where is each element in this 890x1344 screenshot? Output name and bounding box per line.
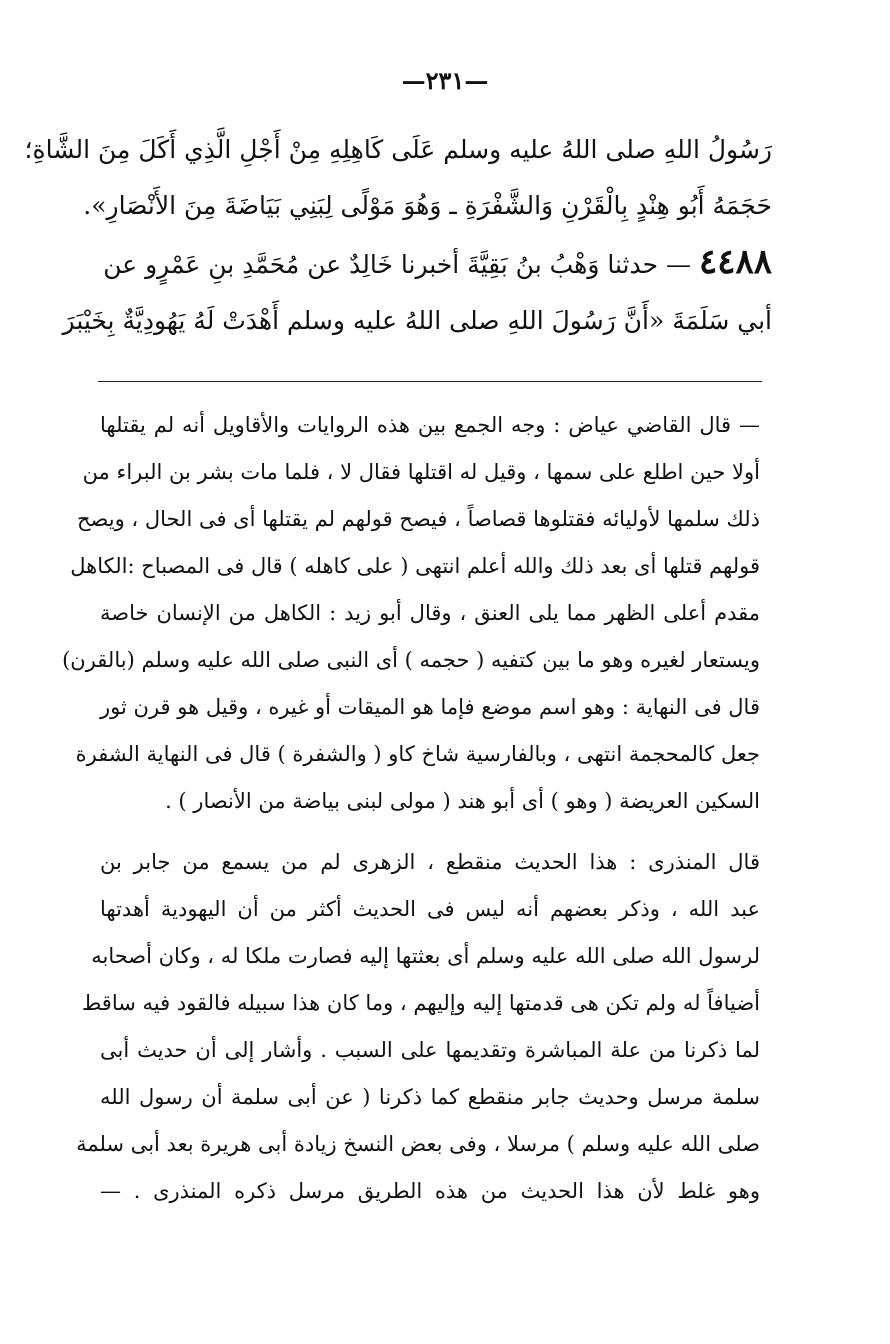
commentary-line: لرسول الله صلى الله عليه وسلم أى بعثتها إليه فصارت ملكا له ، وكان أصحابه: [91, 944, 760, 968]
hadith-dash: —: [658, 250, 699, 279]
commentary-line: مقدم أعلى الظهر مما يلى العنق ، وقال أبو زيد : الكاهل من الإنسان خاصة: [100, 601, 760, 625]
hadith-line: رَسُولُ اللهِ صلى اللهُ عليه وسلم عَلَى كَاهِلِهِ مِنْ أَجْلِ الَّذِي أَكَلَ مِنَ الشَّاةِ؛: [24, 135, 772, 164]
footnote-divider: [98, 381, 762, 382]
hadith-line: [100, 234, 772, 293]
commentary-line: سلمة مرسل وحديث جابر منقطع كما ذكرنا ( عن أبى سلمة أن رسول الله: [100, 1085, 760, 1109]
commentary: [62, 402, 760, 1215]
commentary-line: السكين العريضة ( وهو ) أى أبو هند ( مولى لبنى بياضة من الأنصار ) .: [165, 789, 760, 813]
commentary-line: ويستعار لغيره وهو ما بين كتفيه ( حجمه ) أى النبى صلى الله عليه وسلم (بالقرن): [62, 648, 760, 672]
commentary-line: أولا حين اطلع على سمها ، وقيل له اقتلها فقال لا ، فلما مات بشر بن البراء من: [82, 460, 760, 484]
commentary-line: عبد الله ، وذكر بعضهم أنه ليس فى الحديث أكثر من أن اليهودية أهدتها: [100, 897, 760, 921]
page-number: —٢٣١—: [401, 66, 489, 95]
commentary-line: صلى الله عليه وسلم ) مرسلا ، وفى بعض النسخ زيادة أبى هريرة بعد أبى سلمة: [76, 1132, 760, 1156]
hadith-line: أبي سَلَمَةَ «أَنَّ رَسُولَ اللهِ صلى اللهُ عليه وسلم أَهْدَتْ لَهُ يَهُودِيَّةٌ بِخَيْبَرَ: [62, 306, 772, 335]
commentary-line: لما ذكرنا من علة المباشرة وتقديمها على السبب . وأشار إلى أن حديث أبى: [100, 1038, 760, 1062]
commentary-line: قال فى النهاية : وهو اسم موضع فإما هو الميقات أو غيره ، وقيل هو قرن ثور: [100, 695, 760, 719]
hadith-number: ٤٤٨٨: [698, 242, 772, 282]
hadith-line: حَجَمَهُ أَبُو هِنْدٍ بِالْقَرْنِ وَالشَّفْرَةِ ـ وَهُوَ مَوْلًى لِبَنِي بَيَاضَةَ مِنَ الأَنْصَارِ».: [83, 191, 772, 220]
commentary-line: قولهم قتلها أى بعد ذلك والله أعلم انتهى ( على كاهله ) قال فى المصباح :الكاهل: [70, 554, 760, 578]
paragraph-gap: [100, 825, 760, 839]
commentary-line: ذلك سلمها لأوليائه فقتلوها قصاصاً ، فيصح قولهم لم يقتلها أى فى الحال ، ويصح: [76, 507, 760, 531]
commentary-line: أضيافاً له ولم تكن هى قدمتها إليه وإليهم ، وما كان هذا سبيله فالقود فيه ساقط: [81, 991, 760, 1015]
commentary-line: جعل كالمحجمة انتهى ، وبالفارسية شاخ كاو ( والشفرة ) قال فى النهاية الشفرة: [75, 742, 760, 766]
commentary-line: قال المنذرى : هذا الحديث منقطع ، الزهرى لم من يسمع من جابر بن: [100, 850, 760, 874]
hadith-line-text: حدثنا وَهْبُ بنُ بَقِيَّةَ أخبرنا خَالِدٌ عن مُحَمَّدِ بنِ عَمْرٍو عن: [103, 250, 659, 279]
hadith-text: [24, 122, 772, 349]
commentary-line: وهو غلط لأن هذا الحديث من هذه الطريق مرسل ذكره المنذرى . —: [100, 1179, 760, 1203]
commentary-line: — قال القاضي عياض : وجه الجمع بين هذه الروايات والأقاويل أنه لم يقتلها: [100, 413, 760, 437]
